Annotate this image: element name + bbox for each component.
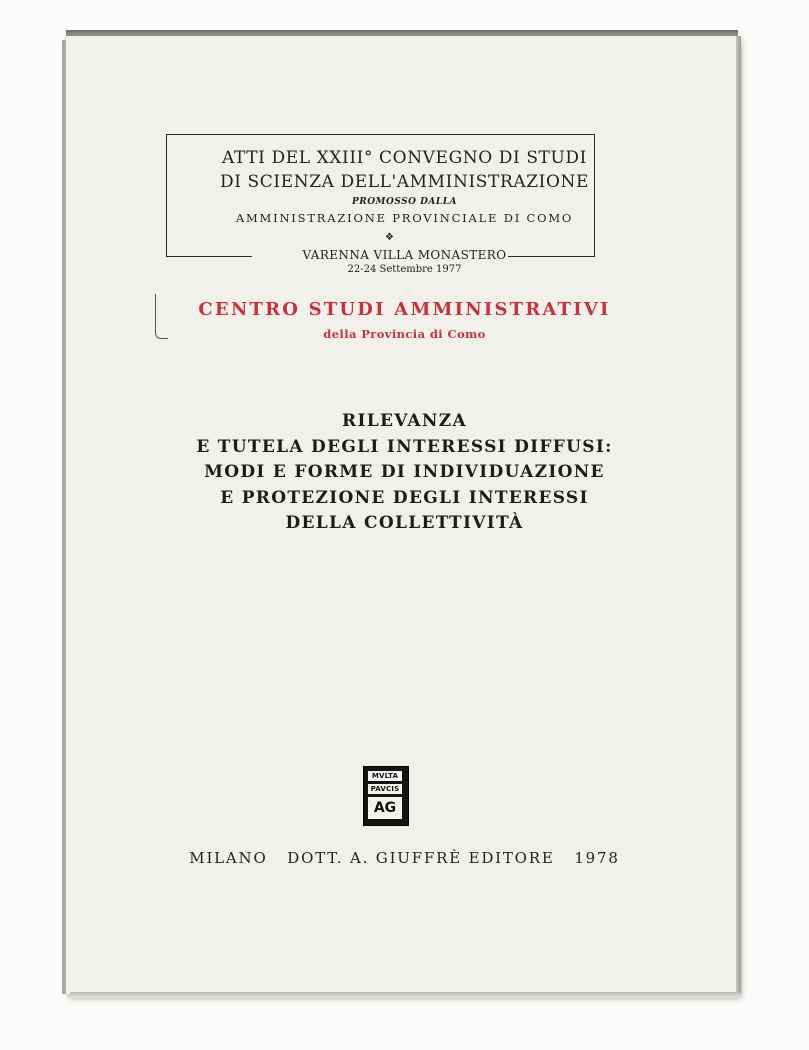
book-bottom-edge bbox=[70, 992, 740, 998]
title-line-4: E PROTEZIONE DEGLI INTERESSI bbox=[220, 488, 589, 508]
promoted-by-label: PROMOSSO DALLA bbox=[351, 197, 458, 207]
title-line-1: RILEVANZA bbox=[342, 411, 467, 431]
ornament-dash: ❖ bbox=[385, 232, 394, 243]
header-line-1: ATTI DEL XXIII° CONVEGNO DI STUDI bbox=[222, 148, 587, 168]
admin-line: AMMINISTRAZIONE PROVINCIALE DI COMO bbox=[235, 211, 574, 225]
venue-line: VARENNA VILLA MONASTERO bbox=[302, 248, 507, 262]
title-line-3: MODI E FORME DI INDIVIDUAZIONE bbox=[204, 462, 605, 482]
logo-text-middle: PAVCIS bbox=[368, 784, 402, 794]
publisher-logo bbox=[363, 766, 409, 826]
logo-text-top: MVLTA bbox=[368, 771, 402, 781]
title-line-2: E TUTELA DEGLI INTERESSI DIFFUSI: bbox=[196, 437, 613, 457]
publisher-line: MILANO DOTT. A. GIUFFRÈ EDITORE 1978 bbox=[189, 849, 620, 867]
header-line-2: DI SCIENZA DELL'AMMINISTRAZIONE bbox=[220, 172, 589, 192]
logo-text-bottom: AG bbox=[368, 797, 402, 819]
centro-province: della Provincia di Como bbox=[323, 327, 486, 341]
dates-line: 22-24 Settembre 1977 bbox=[347, 264, 462, 275]
title-line-5: DELLA COLLETTIVITÀ bbox=[285, 513, 524, 533]
centro-name: CENTRO STUDI AMMINISTRATIVI bbox=[198, 299, 611, 320]
